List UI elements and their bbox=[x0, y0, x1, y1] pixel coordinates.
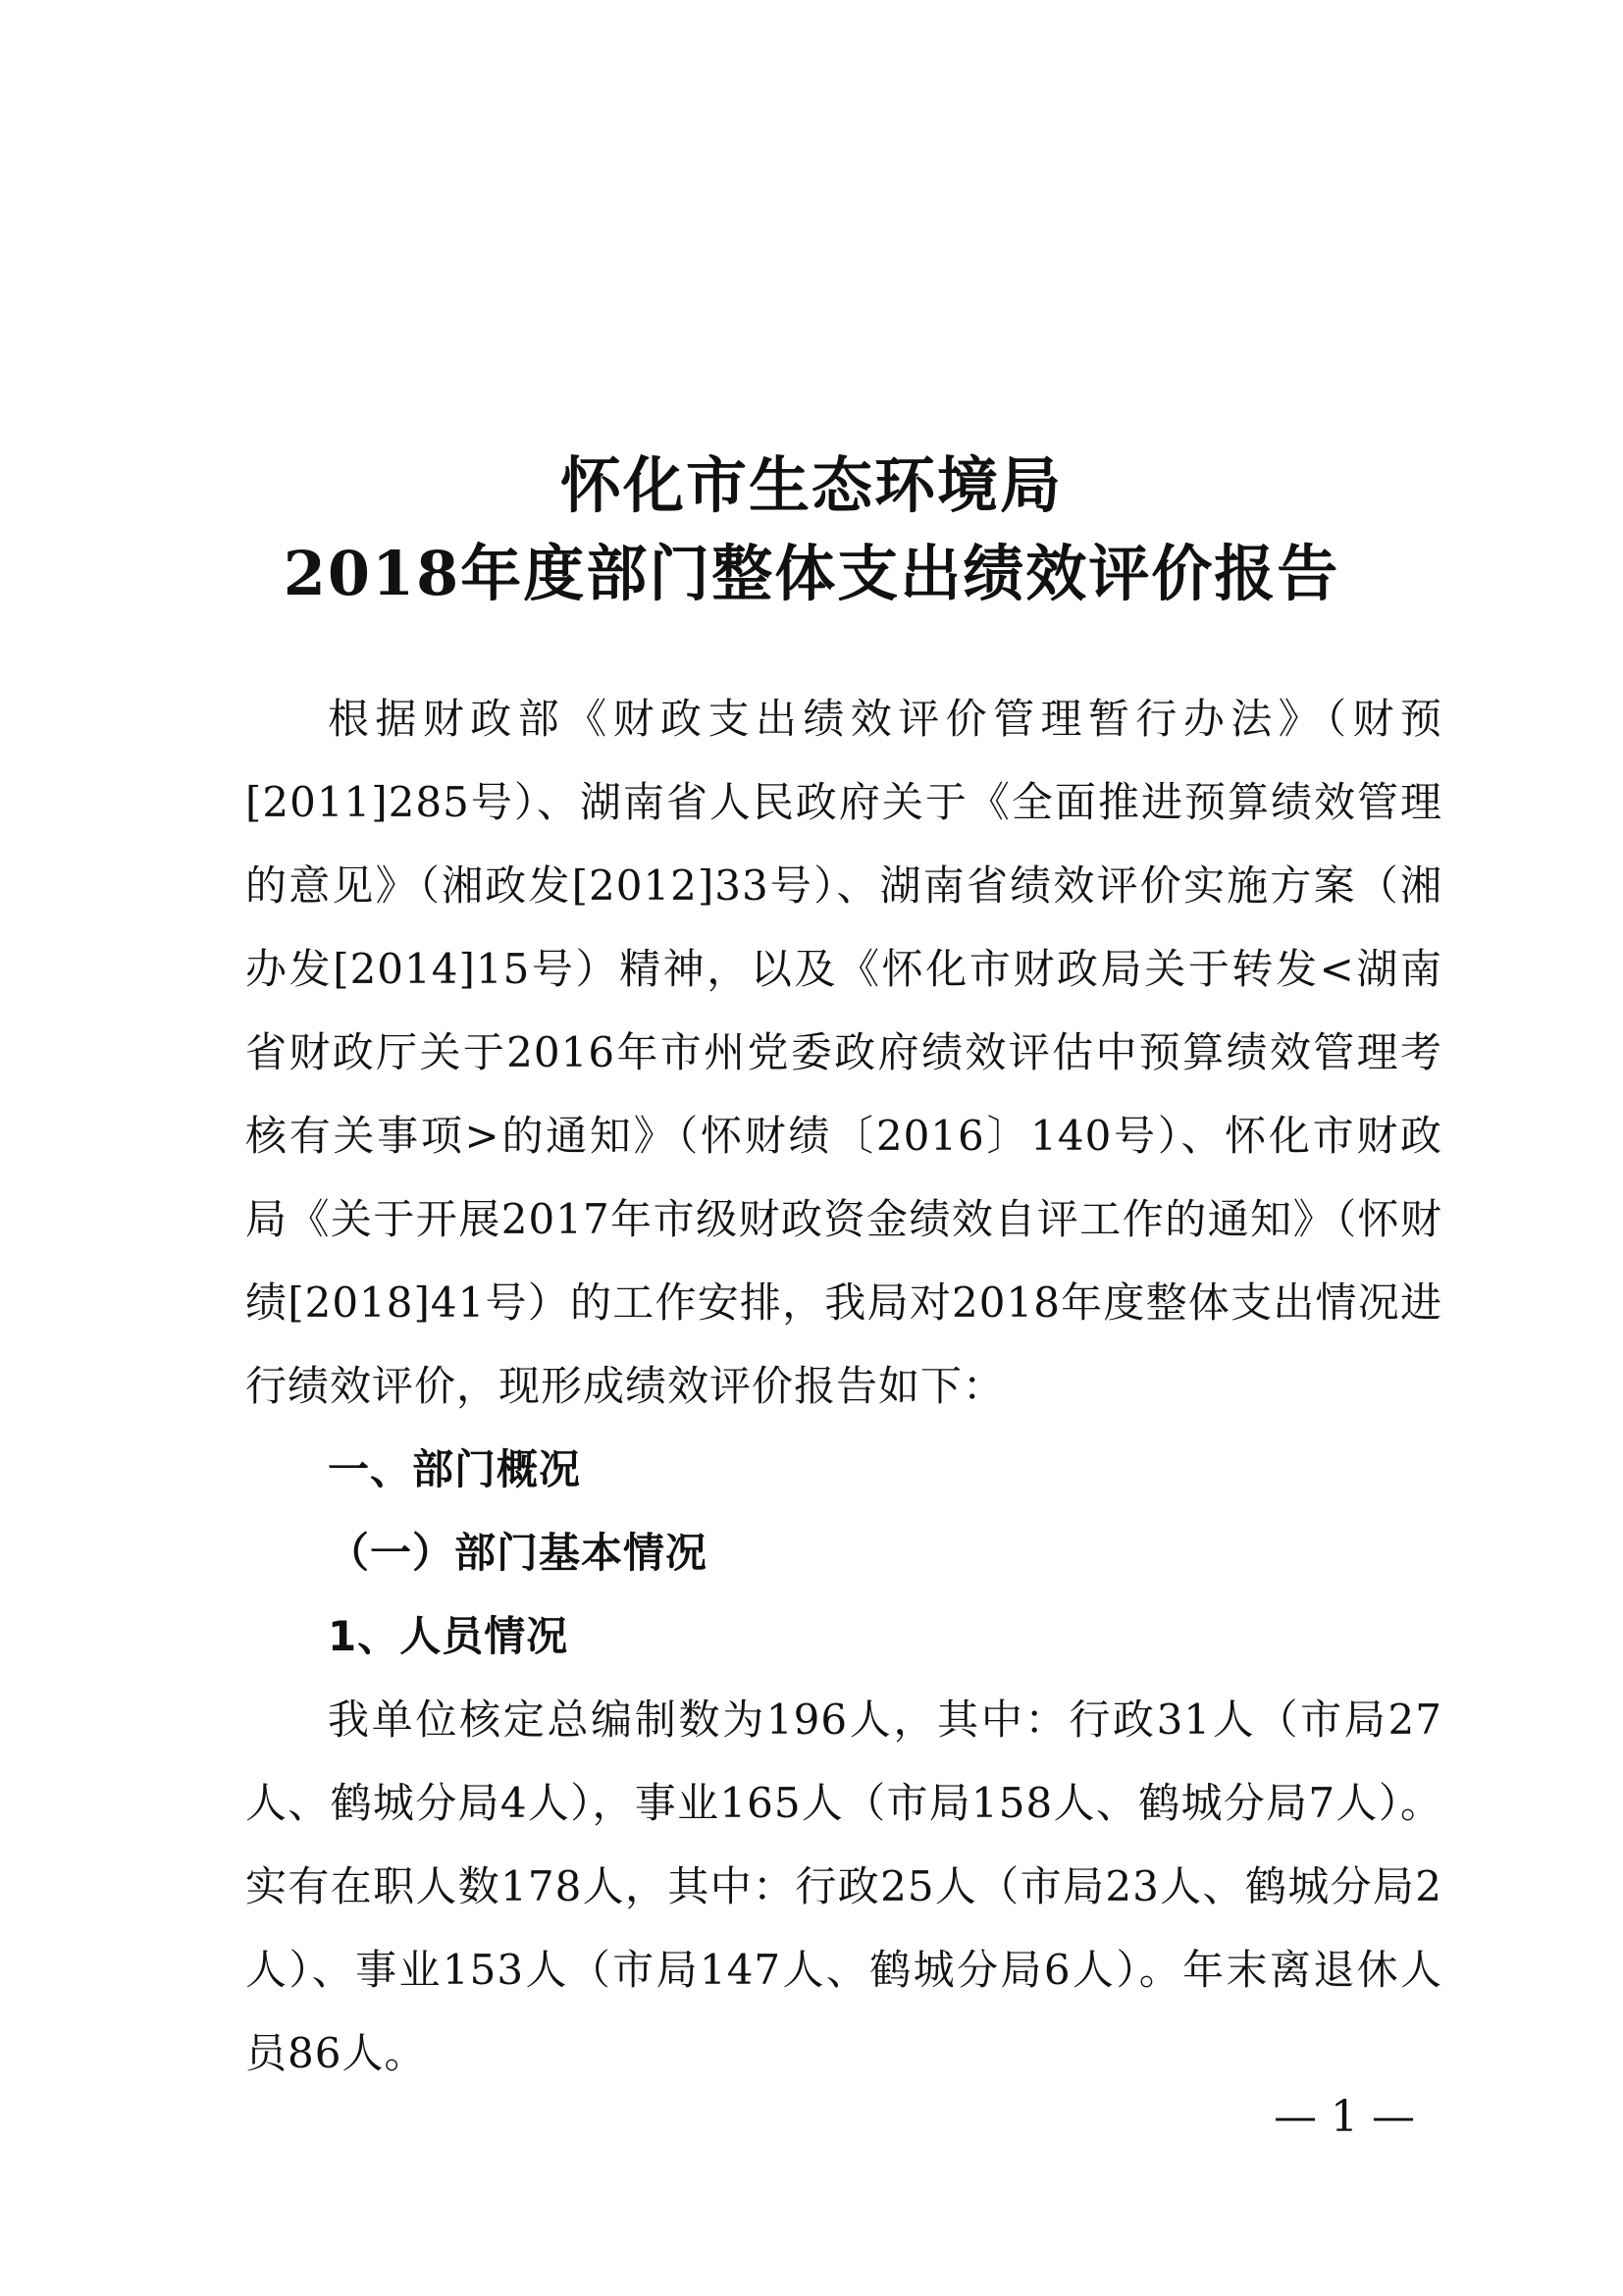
subsection-heading-basic-info: （一）部门基本情况 bbox=[328, 1529, 708, 1577]
staff-paragraph: 我单位核定总编制数为196人，其中：行政31人（市局27人、鹤城分局4人），事业165人（市局158人、鹤城分局7人）。实有在职人数178人，其中：行政25人（市局23人、鹤城分局2人）、事业153人（市局147人、鹤城分局6人）。年末离退休人员86人。 bbox=[245, 1696, 1442, 2077]
document-title-line1: 怀化市生态环境局 bbox=[559, 449, 1063, 521]
intro-paragraph: 根据财政部《财政支出绩效评价管理暂行办法》（财预[2011]285号）、湖南省人民政府关于《全面推进预算绩效管理的意见》（湘政发[2012]33号）、湖南省绩效评价实施方案（湘办发[2014]15号）精神，以及《怀化市财政局关于转发<湖南省财政厅关于2016年市州党委政府绩效评估中预算绩效管理考核有关事项>的通知》（怀财绩〔2016〕140号）、怀化市财政局《关于开展2017年市级财政资金绩效自评工作的通知》（怀财绩[2018]41号）的工作安排，我局对2018年度整体支出情况进行绩效评价，现形成绩效评价报告如下： bbox=[245, 695, 1442, 1410]
document-title-line2: 2018年度部门整体支出绩效评价报告 bbox=[283, 538, 1340, 609]
section-heading-department-overview: 一、部门概况 bbox=[328, 1445, 582, 1493]
page-number: — 1 — bbox=[1274, 2092, 1415, 2142]
item-heading-staff: 1、人员情况 bbox=[328, 1612, 569, 1660]
document-body bbox=[245, 677, 1442, 2095]
